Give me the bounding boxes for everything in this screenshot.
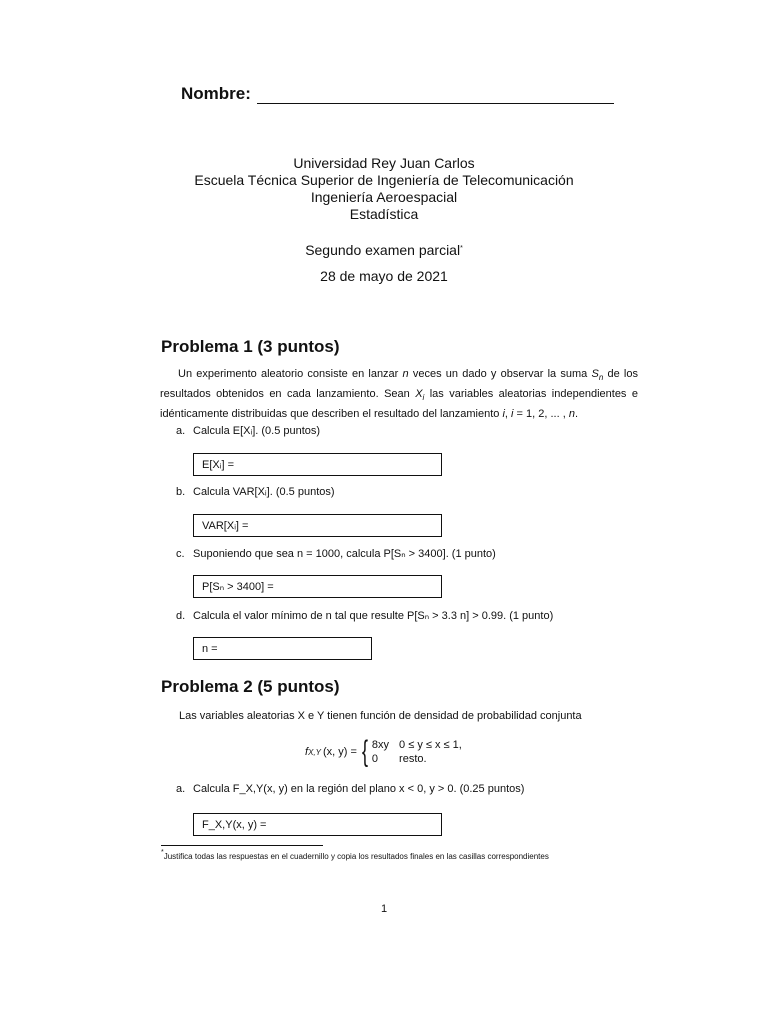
question-text: Calcula VAR[Xᵢ]. (0.5 puntos) xyxy=(193,486,335,498)
degree-name: Ingeniería Aeroespacial xyxy=(310,189,458,205)
answer-label: F_X,Y(x, y) = xyxy=(202,819,267,831)
question-text: Calcula F_X,Y(x, y) en la región del plano x < 0, y > 0. (0.25 puntos) xyxy=(193,783,525,795)
question-1a: a. Calcula E[Xᵢ]. (0.5 puntos) xyxy=(176,425,321,437)
page-number: 1 xyxy=(380,903,388,915)
footnote: *Justifica todas las respuestas en el cuadernillo y copia los resultados finales en las casillas correspondientes xyxy=(161,849,549,861)
exam-name: Segundo examen parcial xyxy=(305,242,461,258)
problem-2-title: Problema 2 (5 puntos) xyxy=(161,677,340,696)
exam-title xyxy=(0,240,768,259)
formula-cases: 8xy 0 ≤ y ≤ x ≤ 1, 0 resto. xyxy=(371,739,462,765)
answer-box-1b[interactable] xyxy=(193,514,442,537)
exam-header xyxy=(0,155,768,223)
problem-2-statement: Las variables aleatorias X e Y tienen función de densidad de probabilidad conjunta xyxy=(179,710,582,722)
question-2a: a. Calcula F_X,Y(x, y) en la región del plano x < 0, y > 0. (0.25 puntos) xyxy=(176,783,525,795)
answer-box-1a[interactable] xyxy=(193,453,442,476)
school-name: Escuela Técnica Superior de Ingeniería de Telecomunicación xyxy=(194,172,574,188)
problem-1-statement: Un experimento aleatorio consiste en lanzar n veces un dado y observar la suma $S_n$ de los resultados obtenidos en cada lanzamiento. Sean $X_i$ las variables aleatorias independientes e idénticamente distribuidas que describen el resultado del lanzamiento i, i = 1, 2, ... , n. xyxy=(160,368,638,420)
density-formula: f X,Y (x, y) = { 8xy 0 ≤ y ≤ x ≤ 1, 0 resto. xyxy=(305,735,462,768)
name-blank-field[interactable] xyxy=(257,87,614,104)
answer-label: E[Xᵢ] = xyxy=(202,459,234,471)
answer-label: n = xyxy=(202,643,218,655)
answer-box-2a[interactable] xyxy=(193,813,442,836)
footnote-mark: * xyxy=(460,245,463,252)
question-1c: c. Suponiendo que sea n = 1000, calcula P[Sₙ > 3400]. (1 punto) xyxy=(176,548,496,560)
name-line xyxy=(181,84,614,104)
exam-date: 28 de mayo de 2021 xyxy=(320,268,448,284)
course-name: Estadística xyxy=(349,206,419,222)
university-name: Universidad Rey Juan Carlos xyxy=(293,155,475,171)
question-text: Calcula E[Xᵢ]. (0.5 puntos) xyxy=(193,425,321,437)
footnote-divider xyxy=(161,845,323,846)
answer-box-1d[interactable] xyxy=(193,637,372,660)
question-text: Calcula el valor mínimo de n tal que resulte P[Sₙ > 3.3 n] > 0.99. (1 punto) xyxy=(193,610,554,622)
problem-1-title: Problema 1 (3 puntos) xyxy=(161,337,340,356)
answer-label: P[Sₙ > 3400] = xyxy=(202,581,274,593)
question-text: Suponiendo que sea n = 1000, calcula P[Sₙ > 3400]. (1 punto) xyxy=(193,548,496,560)
question-1d: d. Calcula el valor mínimo de n tal que resulte P[Sₙ > 3.3 n] > 0.99. (1 punto) xyxy=(176,610,554,622)
question-1b: b. Calcula VAR[Xᵢ]. (0.5 puntos) xyxy=(176,486,335,498)
name-label: Nombre: xyxy=(181,84,251,103)
left-brace: { xyxy=(361,735,368,768)
answer-box-1c[interactable] xyxy=(193,575,442,598)
answer-label: VAR[Xᵢ] = xyxy=(202,520,249,532)
